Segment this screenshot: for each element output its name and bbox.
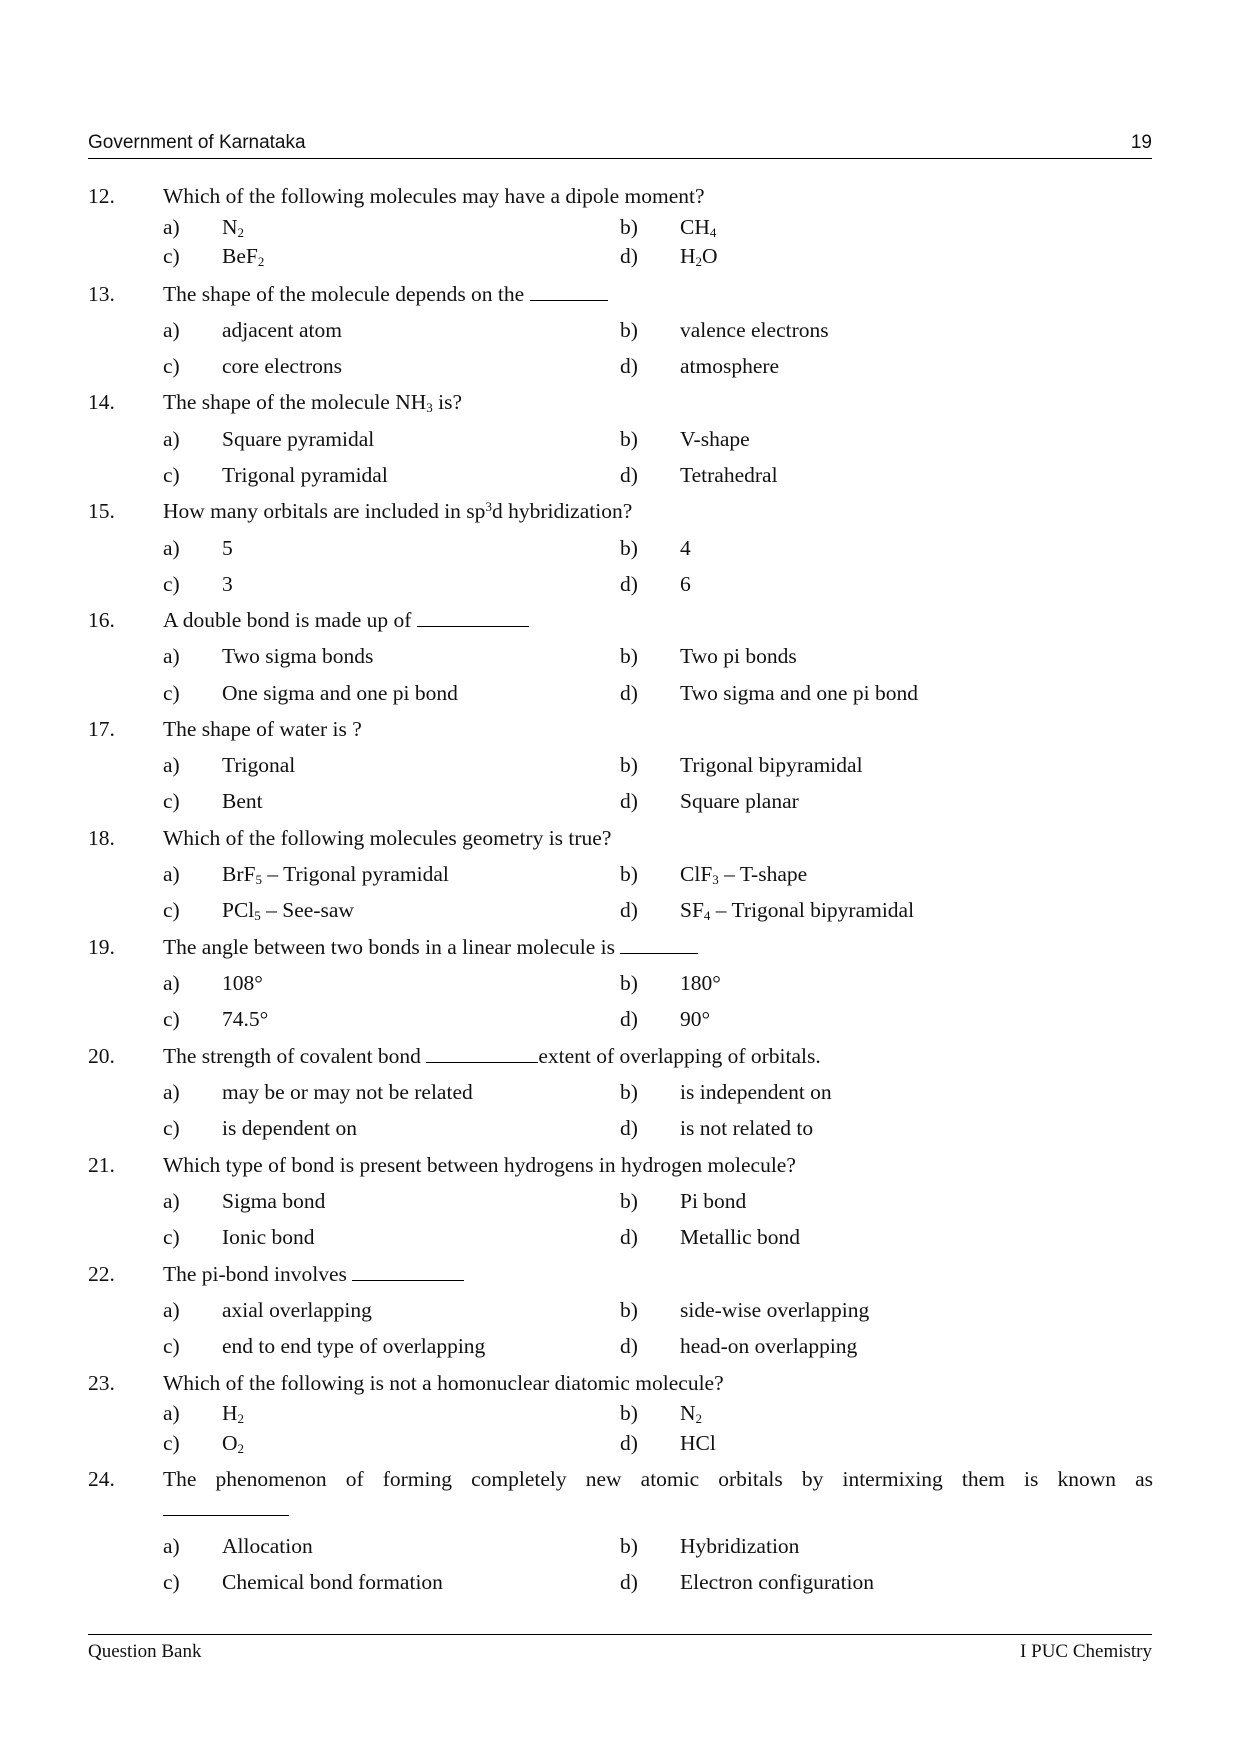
option-d: $H_2O$ xyxy=(680,244,718,269)
option-c: end to end type of overlapping xyxy=(222,1334,486,1358)
option-c: 3 xyxy=(222,572,233,596)
question-text: Which of the following molecules geometry is true? xyxy=(163,826,612,850)
option-label-c: c) xyxy=(163,244,180,268)
option-label-c: c) xyxy=(163,1431,180,1455)
option-label-a: a) xyxy=(163,427,180,451)
option-label-c: c) xyxy=(163,789,180,813)
option-d: $SF_4$ – Trigonal bipyramidal xyxy=(680,898,915,923)
question-text: Which type of bond is present between hydrogens in hydrogen molecule? xyxy=(163,1153,796,1177)
question-number: 15. xyxy=(88,499,115,523)
question-text: The pi-bond involves xyxy=(163,1261,464,1287)
option-label-b: b) xyxy=(620,1401,638,1425)
question-text: The shape of the molecule depends on the xyxy=(163,281,608,307)
option-b: 4 xyxy=(680,536,691,560)
question-text: The shape of the molecule $NH_3$ is? xyxy=(163,390,463,415)
option-c: $O_2$ xyxy=(222,1431,245,1456)
option-label-d: d) xyxy=(620,681,638,705)
option-b: V-shape xyxy=(680,427,750,451)
question-text: Which of the following is not a homonuclear diatomic molecule? xyxy=(163,1371,724,1395)
option-label-b: b) xyxy=(620,1189,638,1213)
option-label-c: c) xyxy=(163,1116,180,1140)
question-text: How many orbitals are included in $sp^3d$ hybridization? xyxy=(163,499,633,523)
option-label-d: d) xyxy=(620,789,638,813)
option-label-a: a) xyxy=(163,536,180,560)
option-label-b: b) xyxy=(620,753,638,777)
option-b: Trigonal bipyramidal xyxy=(680,753,863,777)
option-label-c: c) xyxy=(163,463,180,487)
question-text: The shape of water is ? xyxy=(163,717,362,741)
header-title: Government of Karnataka xyxy=(88,132,306,153)
question-number: 13. xyxy=(88,282,115,306)
question-number: 14. xyxy=(88,390,115,414)
question-number: 22. xyxy=(88,1262,115,1286)
option-b: valence electrons xyxy=(680,318,829,342)
option-b: side-wise overlapping xyxy=(680,1298,870,1322)
option-a: axial overlapping xyxy=(222,1298,372,1322)
option-label-d: d) xyxy=(620,1007,638,1031)
option-label-d: d) xyxy=(620,572,638,596)
question-number: 12. xyxy=(88,184,115,208)
footer-left: Question Bank xyxy=(88,1641,202,1662)
option-c: One sigma and one pi bond xyxy=(222,681,458,705)
option-b: $N_2$ xyxy=(680,1401,703,1426)
option-a: 5 xyxy=(222,536,233,560)
question-number: 24. xyxy=(88,1467,115,1491)
option-d: HCl xyxy=(680,1431,716,1455)
option-label-a: a) xyxy=(163,318,180,342)
option-c: BeF$_2$ xyxy=(222,244,265,269)
option-label-b: b) xyxy=(620,318,638,342)
question-number: 21. xyxy=(88,1153,115,1177)
option-label-d: d) xyxy=(620,1225,638,1249)
question-text: Which of the following molecules may have a dipole moment? xyxy=(163,184,705,208)
option-label-c: c) xyxy=(163,681,180,705)
page-footer xyxy=(88,1634,1152,1662)
option-a: 108° xyxy=(222,971,263,995)
option-a: adjacent atom xyxy=(222,318,342,342)
footer-right: I PUC Chemistry xyxy=(1020,1641,1152,1662)
option-a: may be or may not be related xyxy=(222,1080,473,1104)
option-label-c: c) xyxy=(163,572,180,596)
option-label-a: a) xyxy=(163,1189,180,1213)
option-label-a: a) xyxy=(163,644,180,668)
option-label-d: d) xyxy=(620,463,638,487)
option-a: BrF$_5$ – Trigonal pyramidal xyxy=(222,862,449,887)
option-d: Electron configuration xyxy=(680,1570,875,1594)
option-label-b: b) xyxy=(620,536,638,560)
option-c: 74.5° xyxy=(222,1007,269,1031)
page-number: 19 xyxy=(1130,132,1152,153)
option-label-a: a) xyxy=(163,753,180,777)
option-d: Two sigma and one pi bond xyxy=(680,681,918,705)
question-text: The strength of covalent bond extent of overlapping of orbitals. xyxy=(163,1044,821,1068)
option-c: Trigonal pyramidal xyxy=(222,463,388,487)
option-d: 90° xyxy=(680,1007,711,1031)
question-text: A double bond is made up of xyxy=(163,607,529,633)
question-number: 19. xyxy=(88,935,115,959)
option-label-c: c) xyxy=(163,1007,180,1031)
option-label-d: d) xyxy=(620,898,638,922)
option-d: Metallic bond xyxy=(680,1225,801,1249)
option-label-a: a) xyxy=(163,971,180,995)
option-label-c: c) xyxy=(163,1334,180,1358)
option-a: Trigonal xyxy=(222,753,296,777)
option-a: Two sigma bonds xyxy=(222,644,374,668)
option-label-b: b) xyxy=(620,644,638,668)
option-c: Bent xyxy=(222,789,263,813)
option-b: ClF$_3$ – T-shape xyxy=(680,862,808,887)
option-label-c: c) xyxy=(163,1225,180,1249)
option-d: is not related to xyxy=(680,1116,814,1140)
option-c: PCl$_5$ – See-saw xyxy=(222,898,354,923)
option-b: is independent on xyxy=(680,1080,832,1104)
question-number: 23. xyxy=(88,1371,115,1395)
option-label-a: a) xyxy=(163,1401,180,1425)
option-a: $H_2$ xyxy=(222,1401,245,1426)
question-number: 18. xyxy=(88,826,115,850)
option-c: core electrons xyxy=(222,354,342,378)
option-b: Two pi bonds xyxy=(680,644,797,668)
option-label-d: d) xyxy=(620,354,638,378)
option-d: atmosphere xyxy=(680,354,780,378)
option-label-c: c) xyxy=(163,1570,180,1594)
option-b: $CH_4$ xyxy=(680,215,717,240)
question-number: 20. xyxy=(88,1044,115,1068)
option-c: Chemical bond formation xyxy=(222,1570,443,1594)
question-text: The phenomenon of forming completely new atomic orbitals by intermixing them is known as xyxy=(163,1467,1153,1491)
option-d: head-on overlapping xyxy=(680,1334,858,1358)
option-b: Hybridization xyxy=(680,1534,800,1558)
option-label-c: c) xyxy=(163,898,180,922)
question-number: 17. xyxy=(88,717,115,741)
option-label-b: b) xyxy=(620,971,638,995)
option-label-b: b) xyxy=(620,1298,638,1322)
option-label-b: b) xyxy=(620,862,638,886)
option-label-a: a) xyxy=(163,215,180,239)
option-b: Pi bond xyxy=(680,1189,747,1213)
option-d: 6 xyxy=(680,572,691,596)
option-d: Tetrahedral xyxy=(680,463,778,487)
option-a: $N_2$ xyxy=(222,215,245,240)
option-label-d: d) xyxy=(620,244,638,268)
option-label-d: d) xyxy=(620,1334,638,1358)
option-c: is dependent on xyxy=(222,1116,357,1140)
question-number: 16. xyxy=(88,608,115,632)
option-label-c: c) xyxy=(163,354,180,378)
option-label-a: a) xyxy=(163,1298,180,1322)
option-label-b: b) xyxy=(620,1080,638,1104)
option-a: Sigma bond xyxy=(222,1189,326,1213)
option-label-d: d) xyxy=(620,1116,638,1140)
option-label-d: d) xyxy=(620,1431,638,1455)
option-label-d: d) xyxy=(620,1570,638,1594)
option-a: Allocation xyxy=(222,1534,313,1558)
option-label-a: a) xyxy=(163,862,180,886)
question-text: The angle between two bonds in a linear molecule is xyxy=(163,934,698,960)
option-a: Square pyramidal xyxy=(222,427,375,451)
option-d: Square planar xyxy=(680,789,799,813)
option-label-b: b) xyxy=(620,427,638,451)
option-label-b: b) xyxy=(620,215,638,239)
option-label-a: a) xyxy=(163,1080,180,1104)
option-label-b: b) xyxy=(620,1534,638,1558)
option-c: Ionic bond xyxy=(222,1225,315,1249)
option-b: 180° xyxy=(680,971,721,995)
option-label-a: a) xyxy=(163,1534,180,1558)
